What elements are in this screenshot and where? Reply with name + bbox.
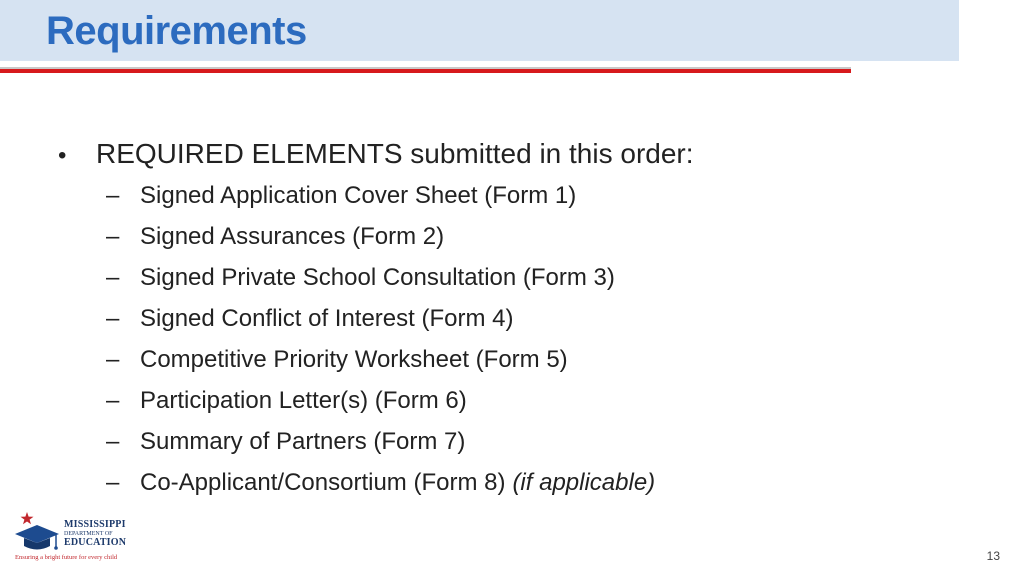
dash-icon: – (106, 182, 120, 209)
graduation-cap-star-icon (13, 510, 63, 556)
list-item-text: Participation Letter(s) (Form 6) (140, 387, 467, 414)
list-item-text: Signed Private School Consultation (Form 3) (140, 264, 615, 291)
bullet-dot-icon: • (58, 142, 67, 169)
logo-line-mississippi: MISSISSIPPI (64, 519, 126, 530)
slide-title: Requirements (46, 9, 307, 53)
dash-icon: – (106, 346, 120, 373)
page-number: 13 (986, 549, 1000, 563)
main-bullet-text: REQUIRED ELEMENTS submitted in this order: (96, 138, 694, 169)
list-item-text: Co-Applicant/Consortium (Form 8) (140, 469, 506, 496)
list-item (58, 346, 958, 387)
mde-logo (13, 510, 143, 566)
list-item (58, 469, 958, 510)
dash-icon: – (106, 469, 120, 496)
list-item (58, 305, 958, 346)
list-item-text: Signed Assurances (Form 2) (140, 223, 445, 250)
logo-line-department: DEPARTMENT OF (64, 531, 113, 537)
list-item (58, 223, 958, 264)
list-item (58, 387, 958, 428)
list-item (58, 182, 958, 223)
list-item (58, 264, 958, 305)
logo-line-education: EDUCATION (64, 537, 127, 548)
slide-content (58, 138, 958, 510)
title-rule-red (0, 69, 851, 73)
logo-tagline: Ensuring a bright future for every child (15, 554, 118, 561)
logo-wordmark (64, 520, 126, 548)
required-elements-list (58, 182, 958, 510)
list-item-text: Competitive Priority Worksheet (Form 5) (140, 346, 568, 373)
dash-icon: – (106, 264, 120, 291)
main-bullet (58, 138, 958, 182)
dash-icon: – (106, 428, 120, 455)
list-item (58, 428, 958, 469)
dash-icon: – (106, 223, 120, 250)
list-item-text: Summary of Partners (Form 7) (140, 428, 466, 455)
dash-icon: – (106, 305, 120, 332)
list-item-text: Signed Application Cover Sheet (Form 1) (140, 182, 577, 209)
dash-icon: – (106, 387, 120, 414)
list-item-note: (if applicable) (512, 469, 656, 496)
title-band (0, 0, 959, 61)
list-item-text: Signed Conflict of Interest (Form 4) (140, 305, 514, 332)
